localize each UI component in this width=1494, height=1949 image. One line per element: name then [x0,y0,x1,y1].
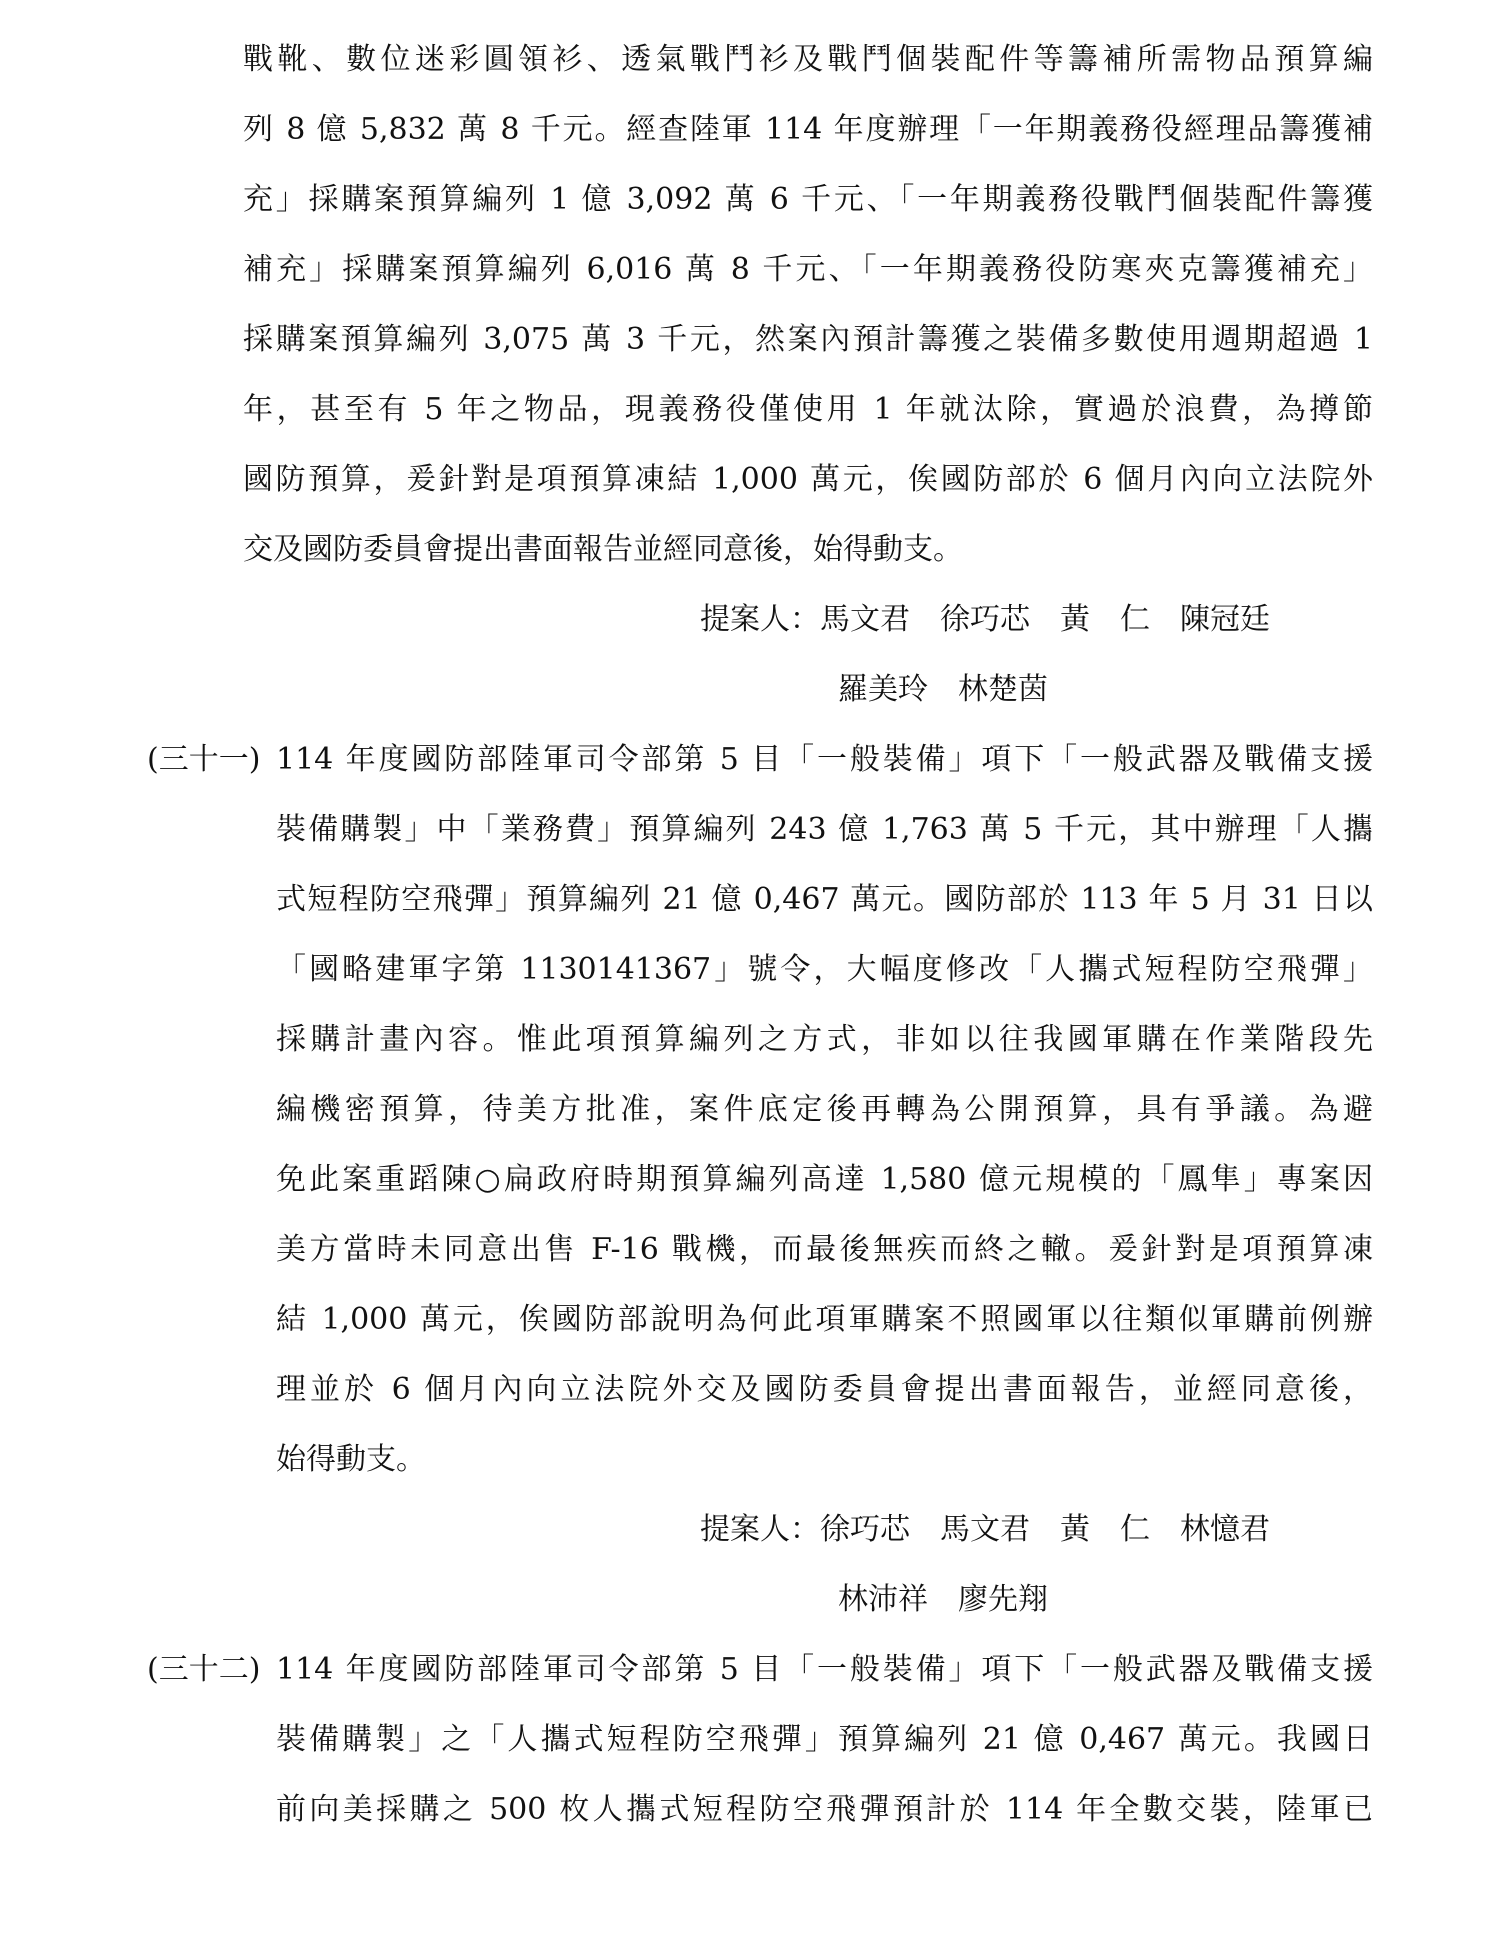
paragraph-line: 式短程防空飛彈」預算編列 21 億 0,467 萬元。國防部於 113 年 5 月 31 日以 [276,882,1373,917]
paragraph-line: 國防預算，爰針對是項預算凍結 1,000 萬元，俟國防部於 6 個月內向立法院外 [243,462,1373,497]
proposers-line: 林沛祥 廖先翔 [838,1582,1048,1617]
proposers-line [700,1510,1270,1550]
paragraph-line: 114 年度國防部陸軍司令部第 5 目「一般裝備」項下「一般武器及戰備支援 [276,742,1373,777]
paragraph-line: 編機密預算，待美方批准，案件底定後再轉為公開預算，具有爭議。為避 [276,1092,1373,1127]
proposers-line: 羅美玲 林楚茵 [838,672,1048,707]
proposers-line [700,600,1270,640]
paragraph-line: 前向美採購之 500 枚人攜式短程防空飛彈預計於 114 年全數交裝，陸軍已 [276,1792,1373,1827]
paragraph-line: 「國略建軍字第 1130141367」號令，大幅度修改「人攜式短程防空飛彈」 [276,952,1373,987]
paragraph-line: 戰靴、數位迷彩圓領衫、透氣戰鬥衫及戰鬥個裝配件等籌補所需物品預算編 [243,42,1373,77]
proposers-label: 提案人： [700,1512,820,1547]
proposers-names: 馬文君 徐巧芯 黃 仁 陳冠廷 [820,602,1270,637]
paragraph-line: 免此案重蹈陳○扁政府時期預算編列高達 1,580 億元規模的「鳳隼」專案因 [276,1162,1373,1197]
paragraph-line: 理並於 6 個月內向立法院外交及國防委員會提出書面報告，並經同意後， [276,1372,1373,1407]
proposers-names: 徐巧芯 馬文君 黃 仁 林憶君 [820,1512,1270,1547]
paragraph-line: 採購案預算編列 3,075 萬 3 千元，然案內預計籌獲之裝備多數使用週期超過 1 [243,322,1373,357]
paragraph-line: 採購計畫內容。惟此項預算編列之方式，非如以往我國軍購在作業階段先 [276,1022,1373,1057]
paragraph-line: 始得動支。 [276,1442,426,1477]
section-label: (三十一) [147,742,261,777]
paragraph-line: 裝備購製」之「人攜式短程防空飛彈」預算編列 21 億 0,467 萬元。我國日 [276,1722,1373,1757]
proposers-label: 提案人： [700,602,820,637]
paragraph-line: 美方當時未同意出售 F-16 戰機，而最後無疾而終之轍。爰針對是項預算凍 [276,1232,1373,1267]
paragraph-line: 裝備購製」中「業務費」預算編列 243 億 1,763 萬 5 千元，其中辦理「人攜 [276,812,1373,847]
paragraph-line: 列 8 億 5,832 萬 8 千元。經查陸軍 114 年度辦理「一年期義務役經理品籌獲補 [243,112,1373,147]
section-label: (三十二) [147,1652,261,1687]
paragraph-line: 年，甚至有 5 年之物品，現義務役僅使用 1 年就汰除，實過於浪費，為撙節 [243,392,1373,427]
paragraph-line: 114 年度國防部陸軍司令部第 5 目「一般裝備」項下「一般武器及戰備支援 [276,1652,1373,1687]
paragraph-line: 補充」採購案預算編列 6,016 萬 8 千元、「一年期義務役防寒夾克籌獲補充」 [243,252,1373,287]
paragraph-line: 結 1,000 萬元，俟國防部說明為何此項軍購案不照國軍以往類似軍購前例辦 [276,1302,1373,1337]
paragraph-line: 交及國防委員會提出書面報告並經同意後，始得動支。 [243,532,963,567]
paragraph-line: 充」採購案預算編列 1 億 3,092 萬 6 千元、「一年期義務役戰鬥個裝配件籌獲 [243,182,1373,217]
